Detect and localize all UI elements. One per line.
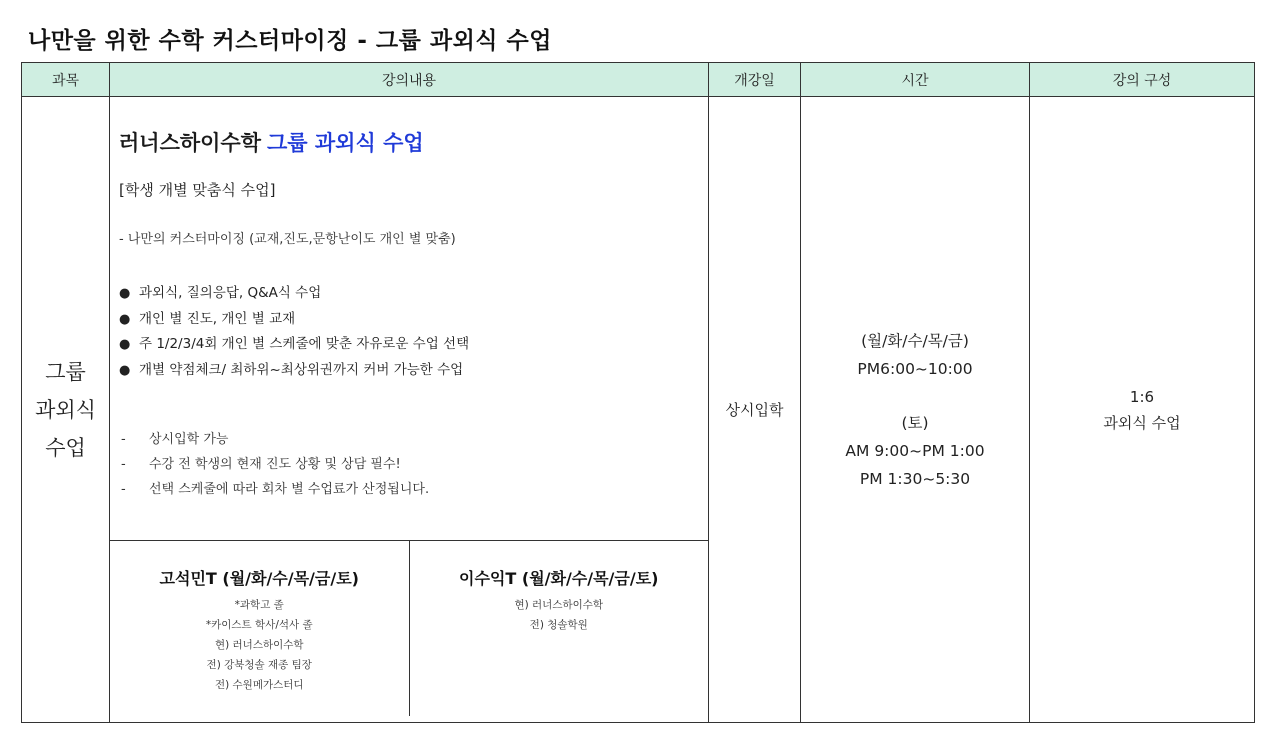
teacher-name: 이수익T (월/화/수/목/금/토) xyxy=(459,569,659,588)
program-heading xyxy=(119,127,708,157)
program-description xyxy=(110,97,708,540)
bullet-icon: ● xyxy=(119,311,131,327)
teacher-credential: 전) 청솔학원 xyxy=(529,619,588,631)
composition-block xyxy=(1030,384,1254,436)
content-cell xyxy=(110,97,709,723)
note-text: 선택 스케줄에 따라 회차 별 수업료가 산정됩니다. xyxy=(149,482,430,497)
program-name: 러너스하이수학 xyxy=(119,131,262,155)
subject-line: 과외식 xyxy=(35,397,96,422)
teacher-card xyxy=(409,541,709,716)
list-item xyxy=(119,358,708,384)
dash-marker: - xyxy=(121,482,126,497)
saturday-time-afternoon: PM 1:30~5:30 xyxy=(859,469,971,488)
teacher-section xyxy=(110,540,708,716)
class-schedule-table xyxy=(21,62,1255,723)
list-item xyxy=(119,427,708,452)
header-subject: 과목 xyxy=(22,63,110,97)
program-accent: 그룹 과외식 수업 xyxy=(267,131,424,155)
teacher-credential: 현) 러너스하이수학 xyxy=(514,599,604,611)
feature-text: 주 1/2/3/4회 개인 별 스케줄에 맞춘 자유로운 수업 선택 xyxy=(139,336,470,352)
composition-ratio: 1:6 xyxy=(1129,387,1155,406)
teacher-card xyxy=(110,541,409,716)
start-date-cell xyxy=(709,97,801,723)
program-subtitle: [학생 개별 맞춤식 수업] xyxy=(119,181,276,199)
feature-text: 개별 약점체크/ 최하위~최상위권까지 커버 가능한 수업 xyxy=(139,361,464,378)
time-cell xyxy=(801,97,1030,723)
feature-text: 개인 별 진도, 개인 별 교재 xyxy=(139,310,296,327)
note-text: 상시입학 가능 xyxy=(149,432,229,447)
teacher-credential: 전) 수원메가스터디 xyxy=(214,679,304,691)
list-item xyxy=(119,281,708,307)
teacher-credential: *카이스트 학사/석사 졸 xyxy=(205,619,313,631)
start-date-value: 상시입학 xyxy=(725,401,784,419)
header-time: 시간 xyxy=(801,63,1030,97)
header-content: 강의내용 xyxy=(110,63,709,97)
bullet-icon: ● xyxy=(119,286,131,301)
weekday-label: (월/화/수/목/금) xyxy=(861,331,969,350)
header-start-date: 개강일 xyxy=(709,63,801,97)
bullet-icon: ● xyxy=(119,362,131,378)
subject-line: 수업 xyxy=(45,435,86,460)
bullet-icon: ● xyxy=(119,337,131,352)
dash-marker: - xyxy=(121,457,126,472)
list-item xyxy=(119,452,708,477)
feature-text: 과외식, 질의응답, Q&A식 수업 xyxy=(139,285,322,301)
saturday-label: (토) xyxy=(901,413,929,432)
header-composition: 강의 구성 xyxy=(1030,63,1255,97)
teacher-credential: *과학고 졸 xyxy=(234,599,284,611)
saturday-time-morning: AM 9:00~PM 1:00 xyxy=(845,441,985,460)
program-intro: - 나만의 커스터마이징 (교재,진도,문항난이도 개인 별 맞춤) xyxy=(119,232,456,247)
teacher-credential: 전) 강북청솔 재종 팀장 xyxy=(206,659,312,671)
notes-list xyxy=(119,427,708,502)
feature-list xyxy=(119,281,708,383)
subject-cell xyxy=(22,97,110,723)
teacher-credential: 현) 러너스하이수학 xyxy=(214,639,304,651)
list-item xyxy=(119,307,708,333)
list-item xyxy=(119,332,708,358)
list-item xyxy=(119,477,708,502)
time-spacer xyxy=(801,383,1029,409)
composition-cell xyxy=(1030,97,1255,723)
table-row xyxy=(22,97,1255,723)
dash-marker: - xyxy=(121,432,126,447)
time-schedule xyxy=(801,327,1029,493)
page-title: 나만을 위한 수학 커스터마이징 - 그룹 과외식 수업 xyxy=(28,28,552,54)
table-header-row xyxy=(22,63,1255,97)
composition-type: 과외식 수업 xyxy=(1103,413,1181,432)
note-text: 수강 전 학생의 현재 진도 상황 및 상담 필수! xyxy=(149,457,401,472)
subject-line: 그룹 xyxy=(45,359,86,384)
weekday-time: PM6:00~10:00 xyxy=(857,359,973,378)
teacher-name: 고석민T (월/화/수/목/금/토) xyxy=(159,569,359,588)
